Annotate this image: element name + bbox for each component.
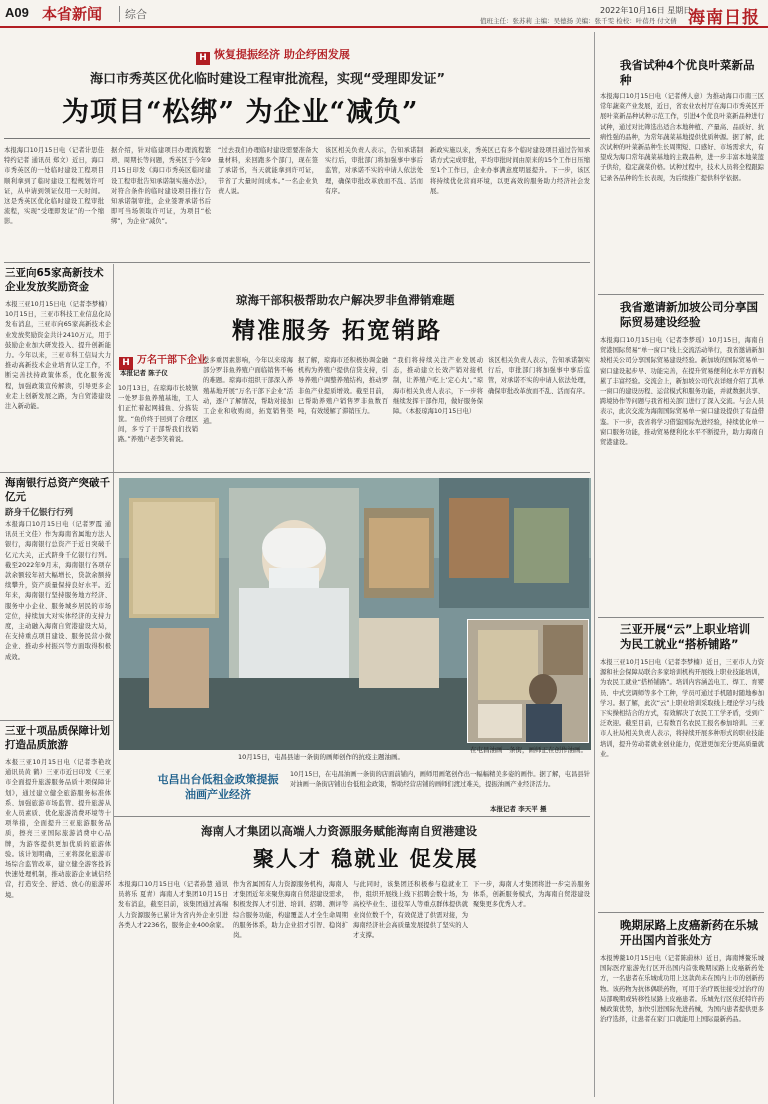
left-story-2-subtitle: 跻身千亿银行行列 (5, 508, 74, 518)
story2-body-col-1: 10月13日，在琼海市长坡镇一处罗非鱼养殖基地，工人们正忙着起网捕鱼、分拣装筐。“鱼价终于回到了合理区间，多亏了干部帮我们找销路。”养殖户老李笑着说。 (118, 385, 198, 444)
right-story-4-body: 本报博鳌10月15日电（记者陈蔚林）近日，海南博鳌乐城国际医疗旅游先行区开出国内首张晚期尿路上皮癌新药处方，一名患者在乐城成功用上这款尚未在国内上市的创新药物。该药物为抗体偶联药物，可用于治疗既往接受过治疗的局部晚期或转移性尿路上皮癌患者。乐城先行区依托特许药械政策优势，加快引进国际先进药械，为国内患者提供更多治疗选择，让患者在家门口就能用上国际最新药品。 (600, 955, 764, 1024)
divider (4, 138, 590, 139)
main-photo-caption: 10月15日，屯昌县迪一条街的画师创作的抗疫主题油画。 (238, 753, 405, 761)
photo-credit: 本报记者 李天平 摄 (490, 805, 547, 813)
story2-body-col-2: 受多重因素影响，今年以来琼海部分罗非鱼养殖户面临销售不畅的难题。琼海市组织干部深入养殖基地开展“万名干部下企业”活动，逐户了解情况，帮助对接加工企业和收购商，拓宽销售渠道。 (203, 357, 293, 426)
lead-kicker (196, 46, 350, 65)
story2-kicker-text: 万名干部下企业 (137, 355, 207, 366)
story3-headline: 聚人才 稳就业 促发展 (253, 846, 479, 871)
lead-body-col-2: 据介绍，针对临建项目办理流程繁琐、周期长等问题，秀英区于今年9月15日印发《海口市秀英区临时建设工程审批告知承诺制实施办法》，对符合条件的临时建设项目推行告知承诺制审批，企业签署承诺书后即可当场领取许可证，为项目“松绑”，为企业“减负”。 (111, 147, 211, 226)
divider (0, 720, 113, 721)
newspaper-logo: 海南日报 (688, 8, 760, 28)
divider (0, 472, 590, 473)
staff-credits: 值班主任：张苏莉 主编：吴德扬 美编：张千雯 检校：叶蓓丹 付文倩 (480, 17, 677, 25)
divider (4, 262, 590, 263)
left-story-1-body: 本报三亚10月15日电（记者李梦楠）10月15日，三亚市科技工业信息化局发布消息，三亚市向65家高新技术企业发放奖励资金共计2410万元，用于鼓励企业加大研发投入、提升创新能力。今年以来，三亚市科工信局大力推动高新技术企业培育认定工作，不断完善扶持政策体系，优化服务流程，加强政策宣传解读，引导更多企业走上创新发展之路，为自贸港建设注入新动能。 (5, 301, 111, 411)
left-story-3-headline: 三亚十项品质保障计划打造品质旅游 (5, 725, 110, 751)
lead-body-col-1: 本报海口10月15日电（记者计思佳 特约记者 通讯员 郑文）近日，海口市秀英区的一处临时建设工程项目顺利拿到了临时建设工程规划许可证，从申请到领证仅用一天时间。这是秀英区优化临时建设工程审批流程，实现“受理即发证”的一个缩影。 (4, 147, 104, 226)
inset-photo-caption: 在屯昌油画一条街，画师正在创作油画。 (470, 746, 587, 754)
kicker-logo-icon: H (196, 52, 210, 65)
left-story-2-headline: 海南银行总资产突破千亿元 (5, 477, 110, 503)
column-divider (113, 264, 114, 1104)
story2-subtitle: 琼海干部积极帮助农户解决罗非鱼滞销难题 (236, 293, 455, 307)
lead-body-col-3: “过去我们办理临时建设需要准备大量材料，来回跑多个部门，现在签了承诺书，当天就能拿到许可证，节省了大量时间成本。”一名企业负责人说。 (218, 147, 318, 195)
story2-body-col-4: “我们将持续关注产业发展动态，推动建立长效产销对接机制，让养殖户吃上‘定心丸’。”琼海市相关负责人表示，下一步将继续发挥干部作用，做好服务保障。（本报琼海10月15日电） (393, 357, 483, 416)
inset-photo (467, 619, 589, 743)
section-title: 本省新闻 (42, 5, 103, 23)
story3-body-col-2: 作为省属国有人力资源服务机构，海南人才集团近年来聚焦海南自贸港建设需求，积极发挥人才引进、培训、招聘、测评等综合服务功能，构建覆盖人才全生命周期的服务体系，助力企业招才引智、稳岗扩岗。 (233, 881, 348, 940)
page-number: A09 (5, 5, 29, 20)
lead-headline: 为项目“松绑” 为企业“减负” (62, 97, 419, 128)
right-story-1-body: 本报海口10月15日电（记者傅人意）为推动海口市南三区常年蔬菜产业发展，近日，省农业农村厅在海口市秀英区开展叶菜新品种试种示范工作，引进4个优良叶菜新品种进行试种，通过对比筛选出适合本地种植、产量高、品质好、抗病性强的品种，为常年蔬菜基地提供优质种源。据了解，此次试种的叶菜新品种生长周期短、口感好、市场需求大，有望成为海口常年蔬菜基地的主栽品种，进一步丰富本地菜篮子供给，稳定蔬菜价格。试种过程中，技术人员将全程跟踪记录各品种的生长表现，为后续推广提供科学依据。 (600, 93, 764, 182)
story2-body-col-5: 该区相关负责人表示，告知承诺制实行后，审批部门将加强事中事后监管，对承诺不实的申请人依法处理，确保审批改革放而不乱、活而有序。 (488, 357, 590, 395)
subsection-label: 综合 (119, 6, 147, 22)
divider (114, 816, 590, 817)
kicker-logo-icon: H (119, 357, 133, 370)
left-story-1-headline: 三亚向65家高新技术企业发放奖励资金 (5, 267, 104, 293)
story3-subtitle: 海南人才集团以高端人力资源服务赋能海南自贸港建设 (201, 824, 477, 838)
issue-date: 2022年10月16日 星期日 (600, 6, 692, 15)
lead-kicker-text: 恢复提振经济 助企纾困发展 (214, 48, 350, 61)
lead-body-col-4: 该区相关负责人表示，告知承诺制实行后，审批部门将加强事中事后监管，对承诺不实的申请人依法处理，确保审批改革放而不乱、活而有序。 (325, 147, 423, 195)
right-story-3-body: 本报三亚10月15日电（记者李梦楠）近日，三亚市人力资源和社会保障局联合多家培训机构开展线上职业技能培训，为农民工就业“搭桥铺路”。培训内容涵盖电工、焊工、育婴员、中式烹调师等多个工种，学员可通过手机随时随地参加学习。据了解，此次“云”上职业培训采取线上理论学习与线下实操相结合的方式，有效解决了农民工工学矛盾，受到广泛欢迎。截至目前，已有数百名农民工报名参加培训。三亚市人社局相关负责人表示，将持续开展多种形式的职业技能培训，提升劳动者就业创业能力，促进更加充分更高质量就业。 (600, 659, 764, 758)
masthead (0, 0, 768, 28)
right-story-4-headline: 晚期尿路上皮癌新药在乐城开出国内首张处方 (620, 918, 758, 947)
right-story-2-body: 本报海口10月15日电（记者李梦瑶）10月15日，海南自贸港国际贸易“单一窗口”线上交流活动举行，我省邀请新加坡相关公司分享国际贸易建设经验。新加坡的国际贸易单一窗口建设起步早、功能完善，在提升贸易便利化水平方面积累了丰富经验。交流会上，新加坡公司代表详细介绍了其单一窗口的建设历程、运营模式和服务功能，并就数据共享、跨境协作等问题与我省相关部门进行了深入交流。与会人员表示，此次交流为海南国际贸易单一窗口建设提供了有益借鉴。下一步，我省将学习借鉴国际先进经验，持续优化单一窗口服务功能，推动贸易便利化水平不断提升，助力海南自贸港建设。 (600, 337, 764, 447)
story2-body-col-3: 据了解，琼海市还积极协调金融机构为养殖户提供信贷支持，引导养殖户调整养殖结构，推动罗非鱼产业提质增效。截至目前，已帮助养殖户销售罗非鱼数百吨，有效缓解了滞销压力。 (298, 357, 388, 416)
divider (598, 617, 764, 618)
story2-byline: 本报记者 陈子仪 (120, 369, 168, 377)
lead-body-col-5: 新政实施以来，秀英区已有多个临时建设项目通过告知承诺方式完成审批，平均审批时间由原来的15个工作日压缩至1个工作日，企业办事满意度明显提升。下一步，该区将持续优化营商环境，以更高效的服务助力经济社会发展。 (430, 147, 590, 195)
divider (598, 912, 764, 913)
photo-story-headline: 屯昌出台低租金政策提振油画产业经济 (157, 773, 279, 801)
right-story-1-headline: 我省试种4个优良叶菜新品种 (620, 58, 755, 87)
story3-body-col-4: 下一步，海南人才集团将进一步完善服务体系，创新服务模式，为海南自贸港建设聚集更多优秀人才。 (473, 881, 590, 909)
left-story-3-body: 本报三亚10月15日电（记者李艳玫 通讯员黄 鹤）三亚市近日印发《三亚市全面提升旅游服务品质十项保障计划》，通过建立健全旅游服务标准体系、加强旅游市场监管、提升旅游从业人员素质、优化旅游消费环境等十项举措，全面提升三亚旅游服务品质，擦亮三亚国际旅游消费中心品牌，为游客提供更加优质的旅游体验。该计划明确，三亚将深化旅游市场综合监管改革，建立健全游客投诉快速处理机制，推动旅游企业诚信经营，打造安全、舒适、放心的旅游环境。 (5, 759, 111, 899)
photo-story-body: 10月15日，在屯昌油画一条街的店面前铺内，画师用画笔创作出一幅幅精美多姿的画作。据了解，屯昌县针对油画一条街店铺出台低租金政策，帮助经营店铺的画师们渡过难关，提振油画产业经济活力。 (290, 771, 590, 789)
story3-body-col-1: 本报海口10月15日电（记者孙慧 通讯员蒋乐 夏青）海南人才集团10月15日发布消息，截至目前，该集团通过高端人力资源服务已累计为省内外企业引进各类人才2236名，服务企业400余家。 (118, 881, 228, 929)
painter-illustration (468, 620, 589, 743)
lead-subtitle: 海口市秀英区优化临时建设工程审批流程，实现“受理即发证” (90, 72, 446, 87)
story2-headline: 精准服务 拓宽销路 (232, 317, 443, 344)
column-divider (594, 32, 595, 1097)
right-story-2-headline: 我省邀请新加坡公司分享国际贸易建设经验 (620, 300, 758, 329)
right-story-3-headline: 三亚开展“云”上职业培训为民工就业“搭桥铺路” (620, 622, 751, 651)
story3-body-col-3: 与此同时，该集团还积极参与稳就业工作，组织开展线上线下招聘会数十场，为高校毕业生、退役军人等重点群体提供就业岗位数千个，有效促进了供需对接，为海南经济社会高质量发展提供了坚实的人才支撑。 (353, 881, 468, 940)
divider (598, 294, 764, 295)
left-story-2-body: 本报海口10月15日电（记者罗霞 通讯员王文佳）作为海南省属地方法人银行，海南银行总资产于近日突破千亿元大关，正式跻身千亿银行行列。截至2022年9月末，海南银行各项存款余额较年初大幅增长，贷款余额持续攀升，资产质量保持良好水平。近年来，海南银行坚持服务地方经济、服务中小企业、服务城乡居民的市场定位，持续加大对实体经济的支持力度，主动融入海南自贸港建设大局，在支持重点项目建设、服务民营小微企业、推动乡村振兴等方面取得积极成效。 (5, 521, 111, 661)
